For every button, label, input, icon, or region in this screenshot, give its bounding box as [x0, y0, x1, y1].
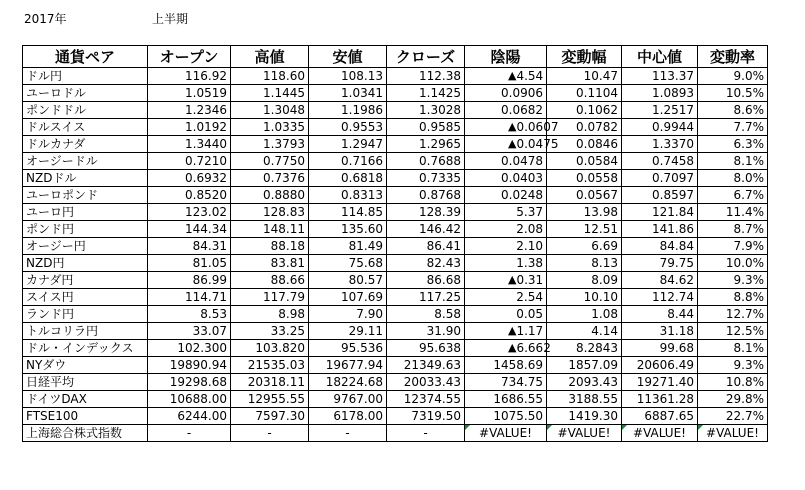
yinyang-cell	[465, 204, 547, 221]
close-cell: 8.58	[387, 306, 465, 323]
range-cell: 0.0782	[547, 119, 622, 136]
yinyang-cell	[465, 255, 547, 272]
yinyang-cell	[465, 170, 547, 187]
rate-cell: 10.8%	[698, 374, 768, 391]
rate-cell: 9.0%	[698, 68, 768, 85]
close-cell: 31.90	[387, 323, 465, 340]
yinyang-value: 2.08	[516, 222, 543, 236]
close-cell: -	[387, 425, 465, 442]
yinyang-value: 0.0478	[501, 154, 543, 168]
close-cell: 117.25	[387, 289, 465, 306]
rate-cell: 9.3%	[698, 272, 768, 289]
high-cell: 148.11	[231, 221, 309, 238]
rate-cell: 8.0%	[698, 170, 768, 187]
table-row	[23, 391, 768, 408]
yinyang-cell	[465, 102, 547, 119]
yinyang-cell: #VALUE!	[465, 425, 547, 442]
low-cell: 107.69	[309, 289, 387, 306]
range-cell: 13.98	[547, 204, 622, 221]
close-cell: 1.1425	[387, 85, 465, 102]
open-cell: 114.71	[148, 289, 231, 306]
pair-name-cell: NZDドル	[23, 170, 148, 187]
low-cell: 0.8313	[309, 187, 387, 204]
open-cell: 33.07	[148, 323, 231, 340]
low-cell: 9767.00	[309, 391, 387, 408]
rate-cell: 6.7%	[698, 187, 768, 204]
high-cell: 88.18	[231, 238, 309, 255]
low-cell: 7.90	[309, 306, 387, 323]
center-cell: 31.18	[622, 323, 698, 340]
fx-summary-table	[22, 45, 768, 442]
range-cell: 0.0558	[547, 170, 622, 187]
center-cell: 6887.65	[622, 408, 698, 425]
pair-name-cell: オージードル	[23, 153, 148, 170]
open-cell: 1.0192	[148, 119, 231, 136]
pair-name-cell: オージー円	[23, 238, 148, 255]
close-cell: 0.7335	[387, 170, 465, 187]
yinyang-cell	[465, 340, 551, 357]
range-cell: 4.14	[547, 323, 622, 340]
high-cell: 7597.30	[231, 408, 309, 425]
table-row	[23, 306, 768, 323]
yinyang-value: 5.37	[516, 205, 543, 219]
low-cell: 0.9553	[309, 119, 387, 136]
low-cell: 135.60	[309, 221, 387, 238]
yinyang-cell	[465, 306, 547, 323]
year-label: 2017年	[24, 12, 67, 26]
low-cell: 108.13	[309, 68, 387, 85]
yinyang-value: 1075.50	[493, 409, 543, 423]
open-cell: 0.7210	[148, 153, 231, 170]
table-row	[23, 357, 768, 374]
close-cell: 0.8768	[387, 187, 465, 204]
high-cell: 118.60	[231, 68, 309, 85]
table-row	[23, 187, 768, 204]
high-cell: 83.81	[231, 255, 309, 272]
high-cell: 117.79	[231, 289, 309, 306]
rate-cell: 7.9%	[698, 238, 768, 255]
center-cell: #VALUE!	[622, 425, 698, 442]
high-cell: -	[231, 425, 309, 442]
center-cell: 112.74	[622, 289, 698, 306]
low-cell: 75.68	[309, 255, 387, 272]
pair-name-cell: ドルスイス	[23, 119, 148, 136]
col-header-close: クローズ	[387, 46, 465, 68]
yinyang-value: 0.0248	[501, 188, 543, 202]
table-row	[23, 289, 768, 306]
pair-name-cell: NYダウ	[23, 357, 148, 374]
table-row	[23, 119, 768, 136]
close-cell: 112.38	[387, 68, 465, 85]
yinyang-value: 1458.69	[493, 358, 543, 372]
yinyang-cell	[465, 68, 547, 85]
high-cell: 1.1445	[231, 85, 309, 102]
close-cell: 146.42	[387, 221, 465, 238]
table-row	[23, 255, 768, 272]
yinyang-cell	[465, 119, 559, 136]
center-cell: 113.37	[622, 68, 698, 85]
pair-name-cell: ユーロポンド	[23, 187, 148, 204]
triangle-icon: ▲	[508, 324, 517, 337]
close-cell: 86.68	[387, 272, 465, 289]
rate-cell: 10.5%	[698, 85, 768, 102]
center-cell: 19271.40	[622, 374, 698, 391]
col-header-rate: 変動率	[698, 46, 768, 68]
triangle-icon: ▲	[508, 120, 517, 133]
range-cell: 10.47	[547, 68, 622, 85]
range-cell: 12.51	[547, 221, 622, 238]
yinyang-value: 2.10	[516, 239, 543, 253]
high-cell: 0.7376	[231, 170, 309, 187]
header-row	[23, 46, 768, 68]
open-cell: 102.300	[148, 340, 231, 357]
yinyang-value: 734.75	[501, 375, 543, 389]
center-cell: 84.62	[622, 272, 698, 289]
table-row	[23, 408, 768, 425]
open-cell: 19298.68	[148, 374, 231, 391]
rate-cell: 29.8%	[698, 391, 768, 408]
center-cell: 1.3370	[622, 136, 698, 153]
rate-cell: 9.3%	[698, 357, 768, 374]
yinyang-value: 4.54	[516, 69, 544, 83]
close-cell: 21349.63	[387, 357, 465, 374]
triangle-icon: ▲	[508, 273, 517, 286]
rate-cell: 22.7%	[698, 408, 768, 425]
yinyang-value: 0.0475	[516, 137, 559, 151]
table-row	[23, 102, 768, 119]
close-cell: 20033.43	[387, 374, 465, 391]
center-cell: 0.7097	[622, 170, 698, 187]
range-cell: 2093.43	[547, 374, 622, 391]
pair-name-cell: ドルカナダ	[23, 136, 148, 153]
high-cell: 8.98	[231, 306, 309, 323]
rate-cell: 11.4%	[698, 204, 768, 221]
center-cell: 0.9944	[622, 119, 698, 136]
high-cell: 128.83	[231, 204, 309, 221]
rate-cell: 8.8%	[698, 289, 768, 306]
yinyang-cell	[465, 85, 547, 102]
yinyang-value: 0.0403	[501, 171, 543, 185]
pair-name-cell: ドル・インデックス	[23, 340, 148, 357]
low-cell: 0.6818	[309, 170, 387, 187]
open-cell: 19890.94	[148, 357, 231, 374]
rate-cell: 6.3%	[698, 136, 768, 153]
low-cell: 6178.00	[309, 408, 387, 425]
rate-cell: 12.5%	[698, 323, 768, 340]
col-header-yinyang: 陰陽	[465, 46, 547, 68]
table-row	[23, 238, 768, 255]
low-cell: 114.85	[309, 204, 387, 221]
rate-cell: 7.7%	[698, 119, 768, 136]
table-row	[23, 221, 768, 238]
pair-name-cell: FTSE100	[23, 408, 148, 425]
yinyang-cell	[465, 323, 547, 340]
col-header-high: 高値	[231, 46, 309, 68]
pair-name-cell: ユーロ円	[23, 204, 148, 221]
yinyang-value: 1686.55	[493, 392, 543, 406]
pair-name-cell: ランド円	[23, 306, 148, 323]
center-cell: 121.84	[622, 204, 698, 221]
open-cell: 144.34	[148, 221, 231, 238]
yinyang-value: 1.38	[516, 256, 543, 270]
col-header-range: 変動幅	[547, 46, 622, 68]
open-cell: 1.0519	[148, 85, 231, 102]
yinyang-value: 6.662	[516, 341, 551, 355]
table-row	[23, 204, 768, 221]
pair-name-cell: カナダ円	[23, 272, 148, 289]
table-row	[23, 170, 768, 187]
open-cell: 8.53	[148, 306, 231, 323]
pair-name-cell: 日経平均	[23, 374, 148, 391]
close-cell: 12374.55	[387, 391, 465, 408]
yinyang-cell	[465, 391, 547, 408]
high-cell: 88.66	[231, 272, 309, 289]
col-header-low: 安値	[309, 46, 387, 68]
center-cell: 0.8597	[622, 187, 698, 204]
pair-name-cell: ポンド円	[23, 221, 148, 238]
range-cell: 10.10	[547, 289, 622, 306]
yinyang-cell	[465, 136, 559, 153]
triangle-icon: ▲	[508, 341, 517, 354]
yinyang-cell	[465, 272, 547, 289]
low-cell: 18224.68	[309, 374, 387, 391]
range-cell: 0.0846	[547, 136, 622, 153]
range-cell: 8.2843	[547, 340, 622, 357]
yinyang-cell	[465, 408, 547, 425]
low-cell: 80.57	[309, 272, 387, 289]
rate-cell: 10.0%	[698, 255, 768, 272]
range-cell: 0.1062	[547, 102, 622, 119]
triangle-icon: ▲	[508, 69, 517, 82]
range-cell: 1.08	[547, 306, 622, 323]
close-cell: 86.41	[387, 238, 465, 255]
high-cell: 1.3793	[231, 136, 309, 153]
close-cell: 1.2965	[387, 136, 465, 153]
table-row	[23, 340, 768, 357]
range-cell: 3188.55	[547, 391, 622, 408]
yinyang-value: 0.0607	[516, 120, 559, 134]
range-cell: 0.0567	[547, 187, 622, 204]
table-row	[23, 374, 768, 391]
yinyang-cell	[465, 221, 547, 238]
open-cell: 6244.00	[148, 408, 231, 425]
open-cell: 0.8520	[148, 187, 231, 204]
range-cell: 8.09	[547, 272, 622, 289]
center-cell: 84.84	[622, 238, 698, 255]
col-header-center: 中心値	[622, 46, 698, 68]
low-cell: 95.536	[309, 340, 387, 357]
low-cell: 1.1986	[309, 102, 387, 119]
range-cell: 1419.30	[547, 408, 622, 425]
close-cell: 82.43	[387, 255, 465, 272]
yinyang-value: 0.05	[516, 307, 543, 321]
table-row	[23, 68, 768, 85]
center-cell: 79.75	[622, 255, 698, 272]
high-cell: 1.3048	[231, 102, 309, 119]
low-cell: 1.2947	[309, 136, 387, 153]
center-cell: 0.7458	[622, 153, 698, 170]
high-cell: 12955.55	[231, 391, 309, 408]
low-cell: -	[309, 425, 387, 442]
center-cell: 8.44	[622, 306, 698, 323]
range-cell: 8.13	[547, 255, 622, 272]
yinyang-value: 0.0682	[501, 103, 543, 117]
range-cell: 6.69	[547, 238, 622, 255]
open-cell: 81.05	[148, 255, 231, 272]
rate-cell: 8.1%	[698, 340, 768, 357]
open-cell: 0.6932	[148, 170, 231, 187]
pair-name-cell: ポンドドル	[23, 102, 148, 119]
col-header-open: オープン	[148, 46, 231, 68]
close-cell: 0.9585	[387, 119, 465, 136]
center-cell: 11361.28	[622, 391, 698, 408]
high-cell: 103.820	[231, 340, 309, 357]
period-label: 上半期	[152, 12, 189, 26]
low-cell: 81.49	[309, 238, 387, 255]
open-cell: 86.99	[148, 272, 231, 289]
center-cell: 1.0893	[622, 85, 698, 102]
open-cell: 1.2346	[148, 102, 231, 119]
center-cell: 20606.49	[622, 357, 698, 374]
table-row	[23, 136, 768, 153]
low-cell: 29.11	[309, 323, 387, 340]
table-row	[23, 85, 768, 102]
pair-name-cell: ドル円	[23, 68, 148, 85]
yinyang-value: 0.0906	[501, 86, 543, 100]
high-cell: 20318.11	[231, 374, 309, 391]
open-cell: 123.02	[148, 204, 231, 221]
yinyang-cell	[465, 238, 547, 255]
rate-cell: 8.7%	[698, 221, 768, 238]
table-row	[23, 425, 768, 442]
open-cell: 10688.00	[148, 391, 231, 408]
high-cell: 21535.03	[231, 357, 309, 374]
center-cell: 1.2517	[622, 102, 698, 119]
pair-name-cell: NZD円	[23, 255, 148, 272]
open-cell: -	[148, 425, 231, 442]
table-row	[23, 272, 768, 289]
yinyang-cell	[465, 357, 547, 374]
high-cell: 0.8880	[231, 187, 309, 204]
rate-cell: 8.6%	[698, 102, 768, 119]
high-cell: 1.0335	[231, 119, 309, 136]
close-cell: 0.7688	[387, 153, 465, 170]
close-cell: 1.3028	[387, 102, 465, 119]
high-cell: 0.7750	[231, 153, 309, 170]
table-row	[23, 153, 768, 170]
yinyang-cell	[465, 153, 547, 170]
range-cell: 1857.09	[547, 357, 622, 374]
table-row	[23, 323, 768, 340]
open-cell: 84.31	[148, 238, 231, 255]
center-cell: 99.68	[622, 340, 698, 357]
yinyang-value: 2.54	[516, 290, 543, 304]
rate-cell: 12.7%	[698, 306, 768, 323]
yinyang-cell	[465, 187, 547, 204]
pair-name-cell: スイス円	[23, 289, 148, 306]
center-cell: 141.86	[622, 221, 698, 238]
high-cell: 33.25	[231, 323, 309, 340]
rate-cell: 8.1%	[698, 153, 768, 170]
pair-name-cell: ドイツDAX	[23, 391, 148, 408]
range-cell: 0.0584	[547, 153, 622, 170]
pair-name-cell: ユーロドル	[23, 85, 148, 102]
open-cell: 116.92	[148, 68, 231, 85]
low-cell: 1.0341	[309, 85, 387, 102]
yinyang-cell	[465, 289, 547, 306]
yinyang-value: 1.17	[516, 324, 544, 338]
close-cell: 95.638	[387, 340, 465, 357]
close-cell: 7319.50	[387, 408, 465, 425]
pair-name-cell: トルコリラ円	[23, 323, 148, 340]
rate-cell: #VALUE!	[698, 425, 768, 442]
low-cell: 19677.94	[309, 357, 387, 374]
range-cell: #VALUE!	[547, 425, 622, 442]
triangle-icon: ▲	[508, 137, 517, 150]
open-cell: 1.3440	[148, 136, 231, 153]
pair-name-cell: 上海総合株式指数	[23, 425, 148, 442]
close-cell: 128.39	[387, 204, 465, 221]
yinyang-cell	[465, 374, 547, 391]
low-cell: 0.7166	[309, 153, 387, 170]
yinyang-value: 0.31	[516, 273, 544, 287]
col-header-pair: 通貨ペア	[23, 46, 148, 68]
range-cell: 0.1104	[547, 85, 622, 102]
